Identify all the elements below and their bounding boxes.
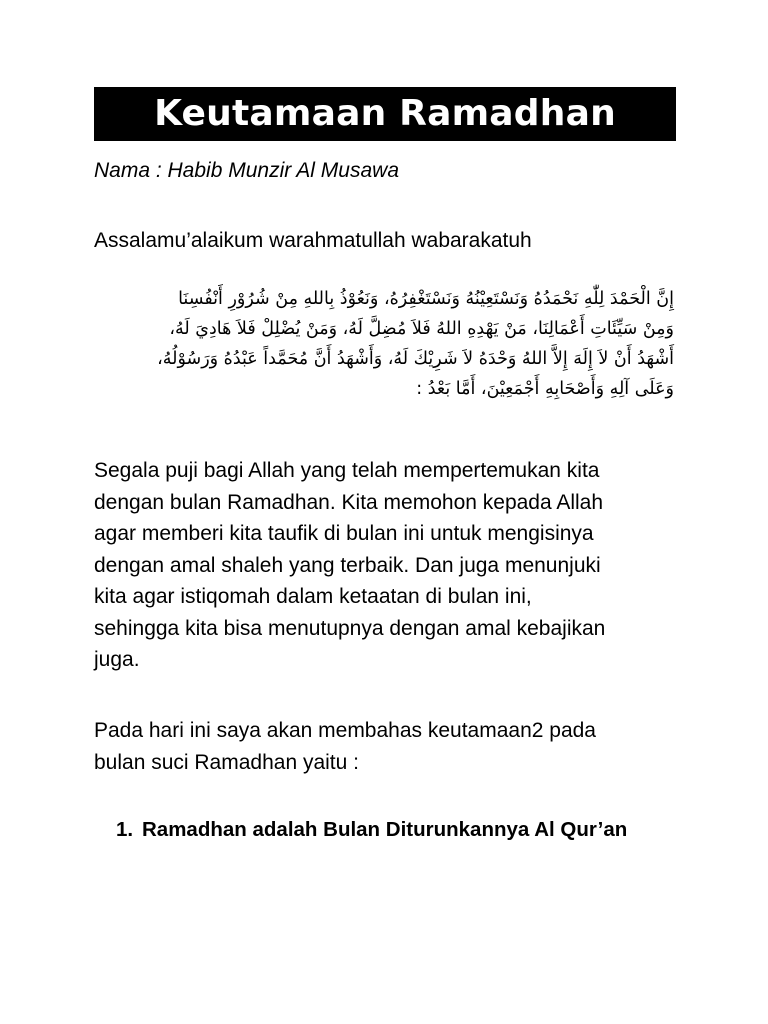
arabic-line: أَشْهَدُ أَنْ لاَ إِلَهَ إِلاَّ اللهُ وَحْدَهُ لاَ شَرِيْكَ لَهُ، وَأَشْهَدُ أَنَّ مُحَمَّداً عَبْدُهُ وَرَسُوْلُهُ، xyxy=(157,349,674,369)
arabic-opening-text xyxy=(94,284,674,404)
arabic-line: وَعَلَى آلِهِ وَأَصْحَابِهِ أَجْمَعِيْنَ، أَمَّا بَعْدُ : xyxy=(416,379,674,399)
document-title: Keutamaan Ramadhan xyxy=(94,87,676,141)
paragraph-line: kita agar istiqomah dalam ketaatan di bulan ini, xyxy=(94,585,532,608)
list-item-text: Ramadhan adalah Bulan Diturunkannya Al Qur’an xyxy=(142,818,628,841)
paragraph-line: dengan bulan Ramadhan. Kita memohon kepada Allah xyxy=(94,490,604,514)
author-line: Nama : Habib Munzir Al Musawa xyxy=(94,159,399,182)
paragraph-line: Segala puji bagi Allah yang telah mempertemukan kita xyxy=(94,459,600,482)
paragraph-line: agar memberi kita taufik di bulan ini untuk mengisinya xyxy=(94,522,594,545)
paragraph-line: Pada hari ini saya akan membahas keutamaan2 pada xyxy=(94,719,596,742)
paragraph-intro xyxy=(94,455,676,676)
paragraph-line: sehingga kita bisa menutupnya dengan amal kebajikan xyxy=(94,616,606,640)
paragraph-line: bulan suci Ramadhan yaitu : xyxy=(94,750,359,774)
paragraph-topic xyxy=(94,715,676,778)
arabic-line: وَمِنْ سَيِّئَاتِ أَعْمَالِنَا، مَنْ يَهْدِهِ اللهُ فَلاَ مُضِلَّ لَهُ، وَمَنْ يُضْلِلْ فَلاَ هَادِيَ لَهُ، xyxy=(169,319,674,339)
arabic-line: إِنَّ الْحَمْدَ لِلّٰهِ نَحْمَدُهُ وَنَسْتَعِيْنُهُ وَنَسْتَغْفِرُهُ، وَنَعُوْذُ بِاللهِ مِنْ شُرُوْرِ أَنْفُسِنَا xyxy=(178,289,674,309)
greeting-line: Assalamu’alaikum warahmatullah wabarakatuh xyxy=(94,229,532,252)
paragraph-line: juga. xyxy=(94,648,140,671)
list-item-number: 1. xyxy=(116,818,134,841)
paragraph-line: dengan amal shaleh yang terbaik. Dan juga menunjuki xyxy=(94,553,601,577)
numbered-list-item xyxy=(116,815,627,845)
